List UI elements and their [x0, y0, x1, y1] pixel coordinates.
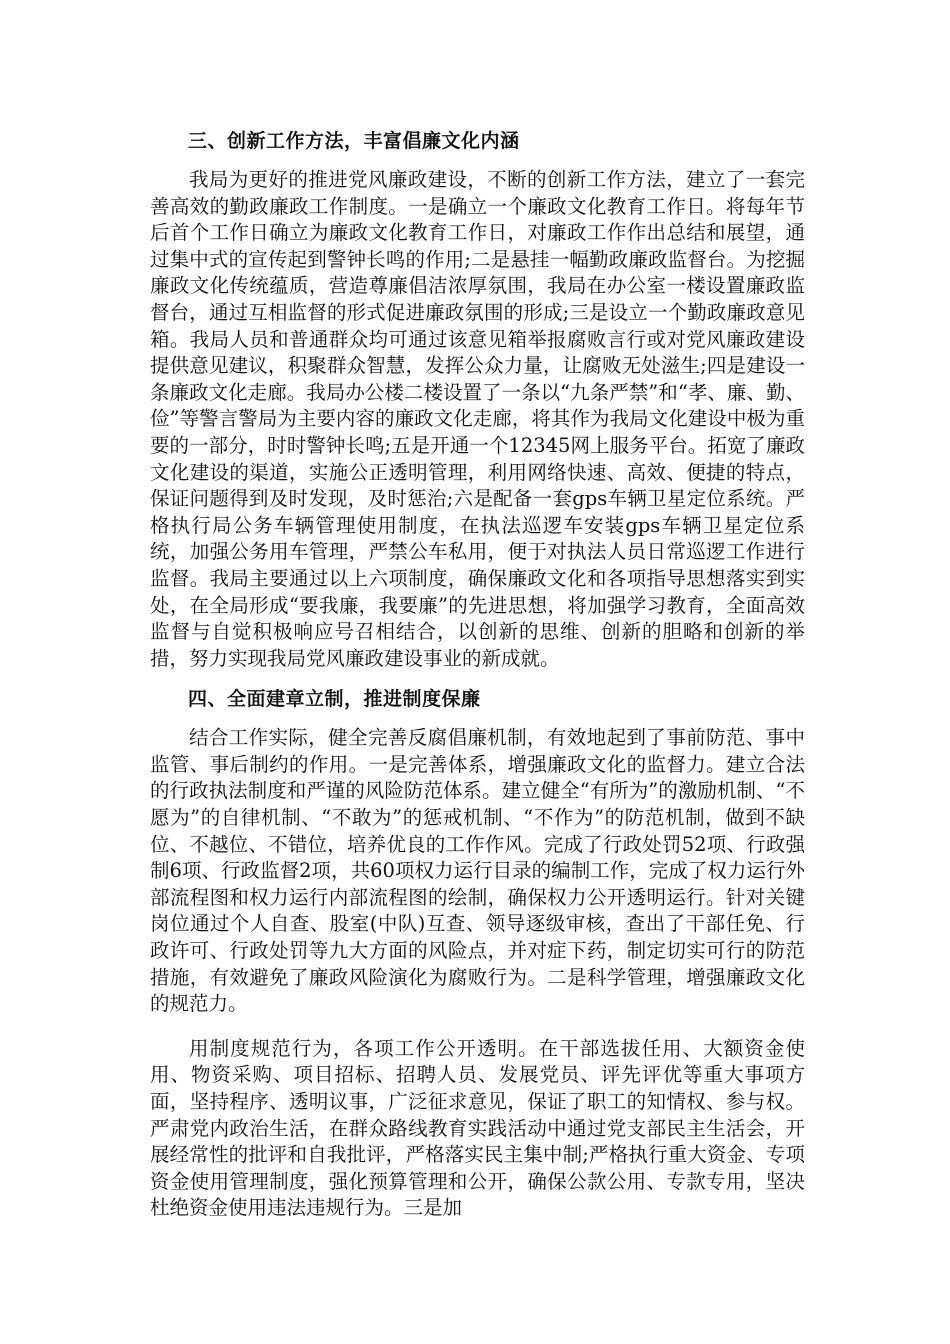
paragraph-innovation-methods: 我局为更好的推进党风廉政建设，不断的创新工作方法，建立了一套完善高效的勤政廉政工作制度。一是确立一个廉政文化教育工作日。将每年节后首个工作日确立为廉政文化教育工作日，对廉政工作作出总结和展望，通过集中式的宣传起到警钟长鸣的作用;二是悬挂一幅勤政廉政监督台。为挖掘廉政文化传统蕴质，营造尊廉倡洁浓厚氛围，我局在办公室一楼设置廉政监督台，通过互相监督的形式促进廉政氛围的形成;三是设立一个勤政廉政意见箱。我局人员和普通群众均可通过该意见箱举报腐败言行或对党风廉政建设提供意见建议，积聚群众智慧，发挥公众力量，让腐败无处滋生;四是建设一条廉政文化走廊。我局办公楼二楼设置了一条以“九条严禁”和“孝、廉、勤、俭”等警言警局为主要内容的廉政文化走廊，将其作为我局文化建设中极为重要的一部分，时时警钟长鸣;五是开通一个12345网上服务平台。拓宽了廉政文化建设的渠道，实施公正透明管理，利用网络快速、高效、便捷的特点，保证问题得到及时发现，及时惩治;六是配备一套gps车辆卫星定位系统。严格执行局公务车辆管理使用制度，在执法巡逻车安装gps车辆卫星定位系统，加强公务用车管理，严禁公车私用，便于对执法人员日常巡逻工作进行监督。我局主要通过以上六项制度，确保廉政文化和各项指导思想落实到实处，在全局形成“要我廉，我要廉”的先进思想，将加强学习教育，全面高效监督与自觉积极响应号召相结合，以创新的思维、创新的胆略和创新的举措，努力实现我局党风廉政建设事业的新成就。	[150, 168, 805, 670]
paragraph-regulated-conduct: 用制度规范行为，各项工作公开透明。在干部选拔任用、大额资金使用、物资采购、项目招标、招聘人员、发展党员、评先评优等重大事项方面，坚持程序、透明议事，广泛征求意见，保证了职工的知情权、参与权。严肃党内政治生活，在群众路线教育实践活动中通过党支部民主生活会，开展经常性的批评和自我批评，严格落实民主集中制;严格执行重大资金、专项资金使用管理制度，强化预算管理和公开，确保公款公用、专款专用，坚决杜绝资金使用违法违规行为。三是加	[150, 1036, 805, 1220]
section-heading-institution: 四、全面建章立制，推进制度保廉	[188, 688, 481, 711]
paragraph-anti-corruption-mechanism: 结合工作实际，健全完善反腐倡廉机制，有效地起到了事前防范、事中监管、事后制约的作用。一是完善体系，增强廉政文化的监督力。建立合法的行政执法制度和严谨的风险防范体系。建立健全“有所为”的激励机制、“不愿为”的自律机制、“不敢为”的惩戒机制、“不作为”的防范机制，做到不缺位、不越位、不错位，培养优良的工作作风。完成了行政处罚52项、行政强制6项、行政监督2项，共60项权力运行目录的编制工作，完成了权力运行外部流程图和权力运行内部流程图的绘制，确保权力公开透明运行。针对关键岗位通过个人自查、股室(中队)互查、领导逐级审核，查出了干部任免、行政许可、行政处罚等九大方面的风险点，并对症下药，制定切实可行的防范措施，有效避免了廉政风险演化为腐败行为。二是科学管理，增强廉政文化的规范力。	[150, 726, 805, 1016]
section-heading-innovation: 三、创新工作方法，丰富倡廉文化内涵	[188, 130, 520, 152]
document-body	[150, 120, 805, 1222]
